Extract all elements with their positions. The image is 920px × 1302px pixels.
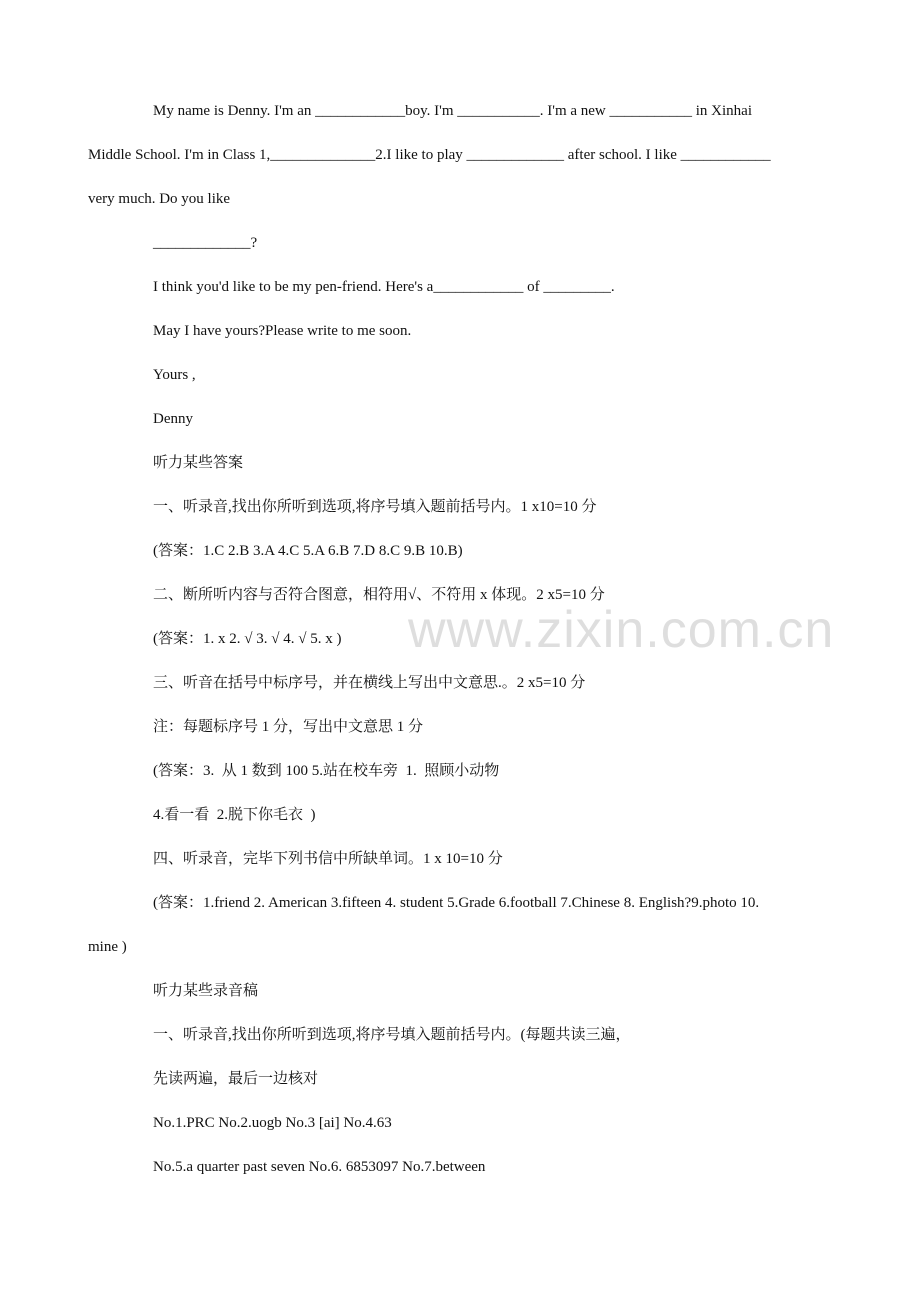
answers-question-2: 二、断所听内容与否符合图意，相符用√、不符用 x 体现。2 x5=10 分 — [153, 587, 605, 603]
letter-line-6: May I have yours?Please write to me soon. — [153, 323, 412, 339]
answers-question-4: 四、听录音，完毕下列书信中所缺单词。1 x 10=10 分 — [153, 851, 503, 867]
answers-key-4-line-2: mine ) — [88, 939, 127, 955]
answers-question-3: 三、听音在括号中标序号，并在横线上写出中文意思.。2 x5=10 分 — [153, 675, 586, 691]
transcript-items-2: No.5.a quarter past seven No.6. 6853097 No.7.between — [153, 1159, 486, 1175]
letter-line-5: I think you'd like to be my pen-friend. Here's a____________ of _________. — [153, 279, 615, 295]
answers-question-1: 一、听录音,找出你所听到选项,将序号填入题前括号内。1 x10=10 分 — [153, 499, 597, 515]
answers-key-3-line-1: (答案：3. 从 1 数到 100 5.站在校车旁 1. 照顾小动物 — [153, 763, 500, 779]
answers-key-3-line-2: 4.看一看 2.脱下你毛衣 ) — [153, 807, 316, 823]
letter-line-4: _____________? — [153, 235, 258, 251]
letter-line-1: My name is Denny. I'm an ____________boy. I'm ___________. I'm a new ___________ in Xinhai — [153, 103, 753, 119]
transcript-question-1-cont: 先读两遍，最后一边核对 — [153, 1071, 319, 1087]
watermark: www.zixin.com.cn — [408, 601, 835, 659]
letter-signature: Denny — [153, 411, 193, 427]
answers-note-3: 注：每题标序号 1 分，写出中文意思 1 分 — [153, 719, 424, 735]
answers-key-4-line-1: (答案：1.friend 2. American 3.fifteen 4. student 5.Grade 6.football 7.Chinese 8. English?9.photo 10. — [153, 895, 760, 911]
transcript-question-1: 一、听录音,找出你所听到选项,将序号填入题前括号内。(每题共读三遍， — [153, 1027, 631, 1043]
answers-key-1: (答案：1.C 2.B 3.A 4.C 5.A 6.B 7.D 8.C 9.B 10.B) — [153, 543, 463, 559]
answers-heading: 听力某些答案 — [153, 455, 244, 471]
answers-key-2: (答案：1. x 2. √ 3. √ 4. √ 5. x ) — [153, 631, 342, 647]
letter-closing: Yours , — [153, 367, 196, 383]
letter-line-2: Middle School. I'm in Class 1,______________2.I like to play _____________ after school. I like ____________ — [88, 147, 771, 163]
transcript-items-1: No.1.PRC No.2.uogb No.3 [ai] No.4.63 — [153, 1115, 392, 1131]
letter-line-3: very much. Do you like — [88, 191, 231, 207]
transcript-heading: 听力某些录音稿 — [153, 983, 259, 999]
